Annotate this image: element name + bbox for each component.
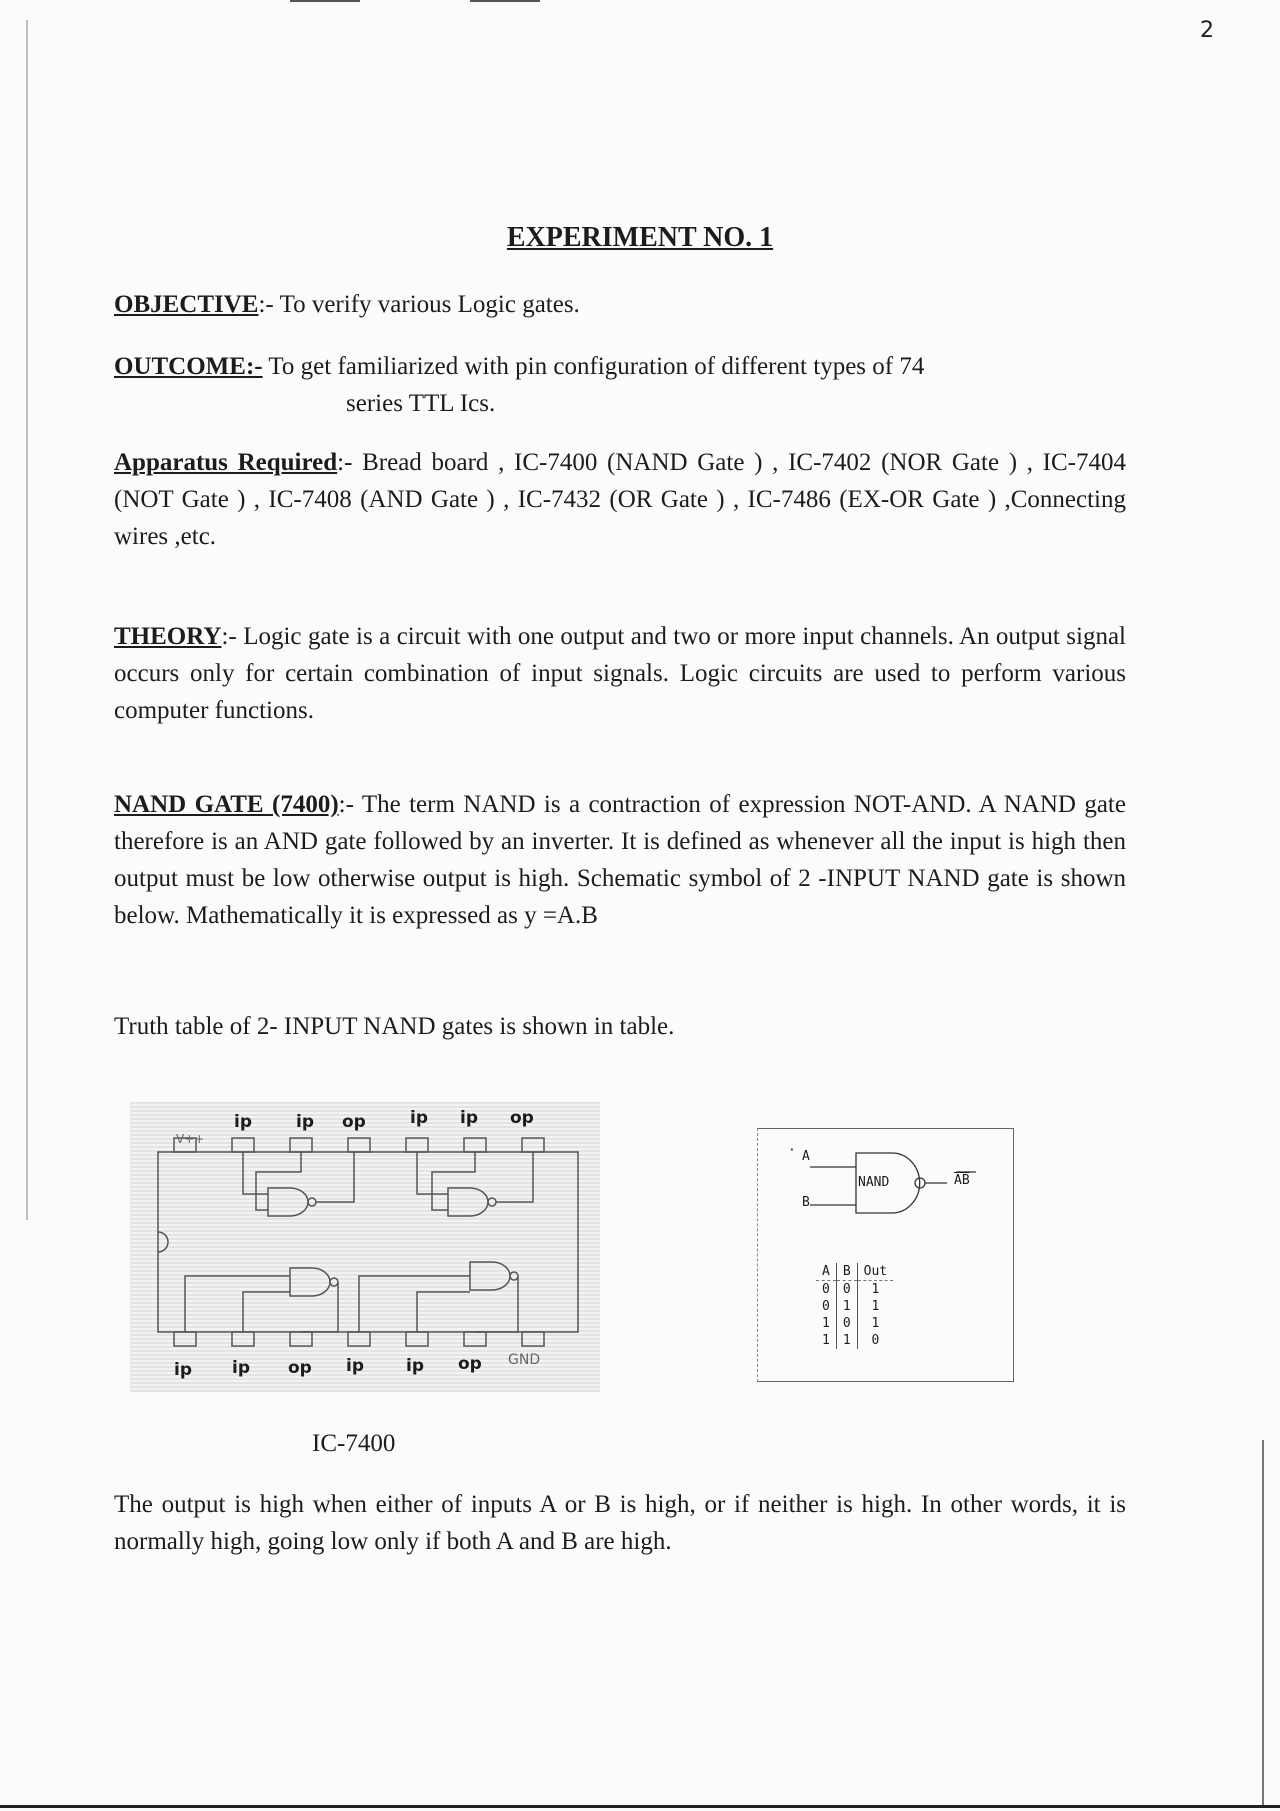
outcome-text-line2: series TTL Ics.	[346, 390, 496, 417]
ic-top-pin-label: ip	[460, 1108, 478, 1128]
scan-edge-bottom	[0, 1805, 1280, 1808]
ic-7400-diagram	[130, 1102, 600, 1392]
truth-table-header-cell: Out	[857, 1263, 893, 1281]
ic-bottom-pin-label: ip	[174, 1360, 192, 1380]
truth-table-header	[816, 1263, 893, 1281]
ic-bottom-pin-label: ip	[232, 1358, 250, 1378]
gate-wiring	[243, 1152, 354, 1210]
nand-input-a: A	[802, 1149, 810, 1164]
nand-bubble	[488, 1198, 496, 1206]
gate-wiring	[359, 1276, 518, 1332]
nand-gate-symbol	[470, 1262, 510, 1290]
ic-bottom-pin-label: ip	[406, 1356, 424, 1376]
truth-table-cell: 1	[836, 1298, 857, 1315]
ic-pin-top	[522, 1138, 544, 1152]
ic-gnd-label: GND	[508, 1352, 541, 1368]
theory-paragraph	[114, 618, 1126, 729]
ic-pin-top	[290, 1138, 312, 1152]
ic-chip-body	[158, 1152, 578, 1332]
apparatus-label: Apparatus Required	[114, 449, 338, 476]
objective-separator: :-	[258, 291, 280, 318]
gate-wiring	[185, 1276, 338, 1332]
objective-text: To verify various Logic gates.	[279, 291, 580, 318]
scan-edge-top	[470, 0, 540, 2]
page-title	[0, 222, 1280, 254]
truth-table	[816, 1263, 893, 1349]
scan-edge-top	[290, 0, 360, 2]
ic-pin-top	[232, 1138, 254, 1152]
ic-top-pin-label: ip	[410, 1108, 428, 1128]
ic-notch	[158, 1232, 168, 1252]
objective-label: OBJECTIVE	[114, 291, 259, 318]
nand-label: NAND GATE (7400)	[114, 791, 339, 818]
nand-gate-symbol	[268, 1188, 308, 1216]
ic-pin-top	[406, 1138, 428, 1152]
truth-table-header-cell: B	[836, 1263, 857, 1281]
truth-table-row	[816, 1298, 893, 1315]
outcome-label: OUTCOME:-	[114, 353, 263, 380]
truth-table-cell: 0	[822, 1299, 830, 1314]
truth-table-note: Truth table of 2- INPUT NAND gates is shown in table.	[114, 1013, 675, 1040]
apparatus-paragraph	[114, 444, 1126, 555]
truth-table-cell: 0	[822, 1282, 830, 1297]
nand-input-b: B	[802, 1195, 810, 1210]
ic-top-pin-label: ip	[296, 1112, 314, 1132]
nand-gate-symbol	[290, 1268, 330, 1296]
nand-gate-symbol	[448, 1188, 488, 1216]
truth-table-row	[816, 1315, 893, 1332]
outcome-text-line1: To get familiarized with pin configuration of different types of 74	[262, 353, 925, 380]
nand-bubble	[330, 1278, 338, 1286]
ic-vcc-label: V++	[176, 1132, 205, 1146]
scan-edge-right	[1262, 1440, 1264, 1805]
ic-pin-top	[464, 1138, 486, 1152]
ic-pin-bottom	[348, 1332, 370, 1346]
truth-table-cell: 1	[857, 1298, 893, 1315]
ic-bottom-pin-label: op	[288, 1358, 312, 1378]
truth-table-cell: 0	[857, 1332, 893, 1349]
ic-top-pin-label: ip	[234, 1112, 252, 1132]
outcome-paragraph	[114, 348, 1126, 422]
truth-table-cell: 1	[857, 1315, 893, 1332]
ic-caption: IC-7400	[312, 1430, 396, 1457]
ic-bottom-pin-label: ip	[346, 1356, 364, 1376]
nand-symbol-box: · A B NAND $\overline{AB}$ A B Out 0 0 1 0 1 1 1 0 1 1 1 0	[757, 1128, 1014, 1382]
truth-table-cell: 1	[822, 1333, 830, 1348]
page-title-text: EXPERIMENT NO. 1	[506, 222, 774, 253]
truth-table-row	[816, 1332, 893, 1349]
nand-output-label: $\overline{AB}$	[954, 1173, 970, 1188]
nand-input-lines	[810, 1167, 856, 1205]
ic-pin-top	[348, 1138, 370, 1152]
ic-pin-bottom	[290, 1332, 312, 1346]
ic-pin-bottom	[464, 1332, 486, 1346]
objective-paragraph	[114, 286, 1126, 323]
nand-gate-label: NAND	[858, 1175, 890, 1190]
nand-bubble	[308, 1198, 316, 1206]
ic-bottom-pin-label: op	[458, 1354, 482, 1374]
scan-edge-left	[26, 20, 28, 1220]
ic-pin-bottom	[232, 1332, 254, 1346]
truth-table-cell: 1	[822, 1316, 830, 1331]
ic-pin-bottom	[406, 1332, 428, 1346]
theory-label: THEORY	[114, 623, 222, 650]
truth-table-cell: 0	[836, 1281, 857, 1299]
nand-paragraph	[114, 786, 1126, 934]
nand-bubble	[510, 1272, 518, 1280]
theory-text: :- Logic gate is a circuit with one output and two or more input channels. An output signal occurs only for certain combination of input signals. Logic circuits are used to perform various computer functions.	[114, 623, 1126, 724]
ic-top-pin-label: op	[342, 1112, 366, 1132]
ic-pin-bottom	[522, 1332, 544, 1346]
truth-table-cell: 1	[836, 1332, 857, 1349]
page-number: 2	[1200, 18, 1214, 43]
ic-pin-bottom	[174, 1332, 196, 1346]
truth-table-header-cell: A	[816, 1263, 836, 1281]
gate-wiring	[417, 1152, 533, 1210]
truth-table-row	[816, 1281, 893, 1299]
truth-table-cell: 0	[836, 1315, 857, 1332]
ic-top-pin-label: op	[510, 1108, 534, 1128]
output-note: The output is high when either of inputs A or B is high, or if neither is high. In other words, it is normally high, going low only if both A and B are high.	[114, 1491, 1126, 1555]
nand-text: :- The term NAND is a contraction of expression NOT-AND. A NAND gate therefore is an AND gate followed by an inverter. It is defined as whenever all the input is high then output must be low otherwise output is high. Schematic symbol of 2 -INPUT NAND gate is shown below. Mathematically it is expressed as y =A.B	[114, 791, 1126, 929]
apparatus-text: :- Bread board , IC-7400 (NAND Gate ) , IC-7402 (NOR Gate ) , IC-7404 (NOT Gate ) , IC-7408 (AND Gate ) , IC-7432 (OR Gate ) , IC-7486 (EX-OR Gate ) ,Connecting wires ,etc.	[114, 449, 1127, 550]
truth-table-cell: 1	[857, 1281, 893, 1299]
